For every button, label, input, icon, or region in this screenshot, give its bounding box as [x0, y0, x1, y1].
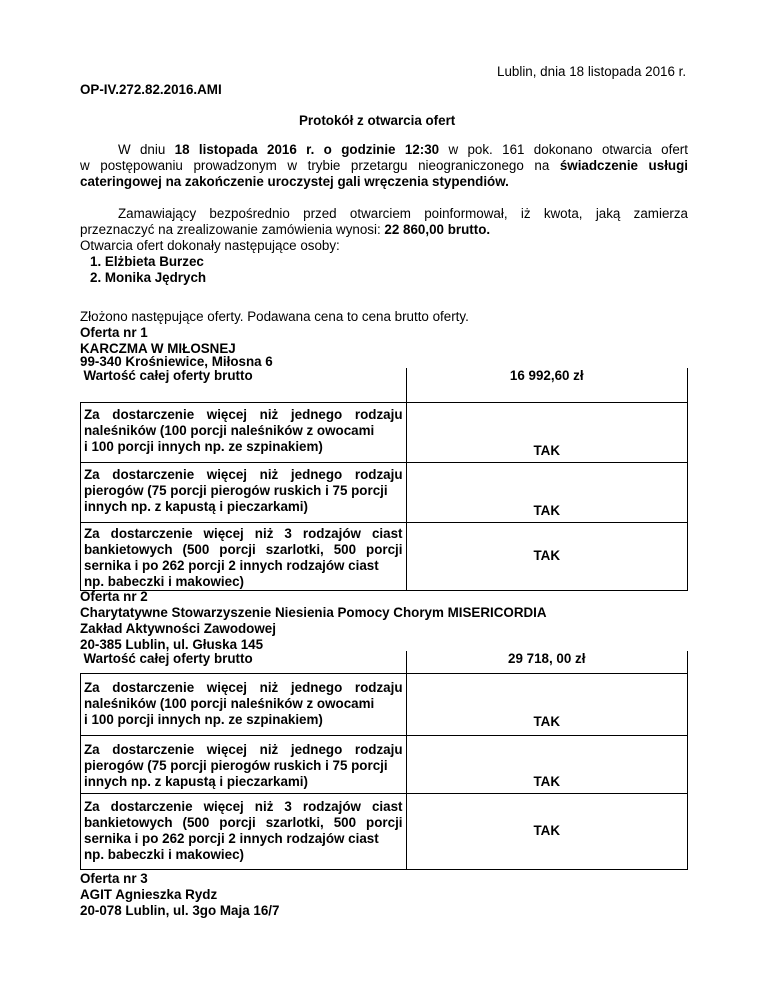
table-row — [81, 673, 688, 735]
place-date: Lublin, dnia 18 listopada 2016 r. — [497, 64, 687, 79]
criterion-label: Za dostarczenie więcej niż jednego rodzaju naleśników (100 porcji naleśników z owocami i 100 porcji innych np. ze szpinakiem) — [81, 673, 407, 735]
table-row — [81, 735, 688, 793]
criterion-value: TAK — [406, 735, 687, 793]
criterion-label: Za dostarczenie więcej niż jednego rodzaju pierogów (75 porcji pierogów ruskich i 75 porcji innych np. z kapustą i pieczarkami) — [81, 735, 407, 793]
total-label: Wartość całej oferty brutto — [81, 651, 407, 673]
opening-datetime: 18 listopada 2016 r. o godzinie 12:30 — [174, 142, 440, 157]
criterion-label: Za dostarczenie więcej niż 3 rodzajów ciast bankietowych (500 porcji szarlotki, 500 porcji sernika i po 262 porcji 2 innych rodzajów ciast np. babeczki i makowiec) — [81, 793, 407, 869]
budget-line-2: przeznaczyć na zrealizowanie zamówienia wynosi: 22 860,00 brutto. — [80, 222, 491, 237]
reference-number: OP-IV.272.82.2016.AMI — [80, 82, 222, 97]
person-1: 1. Elżbieta Burzec — [90, 254, 204, 269]
offer-1-address: 99-340 Krośniewice, Miłosna 6 — [80, 354, 273, 369]
criterion-value: TAK — [406, 402, 688, 462]
criterion-value: TAK — [406, 522, 688, 590]
table-row — [81, 793, 688, 869]
offer-2-table — [80, 651, 688, 870]
table-row — [81, 368, 688, 402]
offer-1-table — [80, 368, 688, 591]
table-row — [81, 522, 688, 590]
intro-line-1: W dniu 18 listopada 2016 r. o godzinie 12:30 w pok. 161 dokonano otwarcia ofert — [118, 142, 688, 157]
offer-3-heading: Oferta nr 3 — [80, 871, 148, 886]
offer-3-address: 20-078 Lublin, ul. 3go Maja 16/7 — [80, 903, 280, 918]
document-title: Protokół z otwarcia ofert — [299, 113, 456, 128]
intro-line-2: w postępowaniu prowadzonym w trybie przetargu nieograniczonego na świadczenie usługi — [80, 158, 688, 173]
intro-line-3: cateringowej na zakończenie uroczystej gali wręczenia stypendiów. — [80, 174, 509, 189]
budget-amount: 22 860,00 brutto. — [384, 222, 491, 237]
offer-1-name: KARCZMA W MIŁOSNEJ — [80, 341, 236, 356]
offer-2-address: 20-385 Lublin, ul. Głuska 145 — [80, 637, 264, 652]
criterion-label: Za dostarczenie więcej niż jednego rodzaju naleśników (100 porcji naleśników z owocami i 100 porcji innych np. ze szpinakiem) — [81, 402, 407, 462]
table-row — [81, 402, 688, 462]
budget-line-1: Zamawiający bezpośrednio przed otwarciem poinformował, iż kwota, jaką zamierza — [118, 206, 688, 221]
table-row — [81, 462, 688, 522]
offer-3-name: AGIT Agnieszka Rydz — [80, 887, 218, 902]
total-value: 16 992,60 zł — [406, 368, 688, 402]
criterion-value: TAK — [406, 462, 688, 522]
criterion-value: TAK — [406, 793, 687, 869]
total-value: 29 718, 00 zł — [406, 651, 687, 673]
offer-2-name: Charytatywne Stowarzyszenie Niesienia Pomocy Chorym MISERICORDIA — [80, 605, 547, 620]
offer-2-heading: Oferta nr 2 — [80, 589, 148, 604]
total-label: Wartość całej oferty brutto — [81, 368, 407, 402]
criterion-label: Za dostarczenie więcej niż jednego rodzaju pierogów (75 porcji pierogów ruskich i 75 porcji innych np. z kapustą i pieczarkami) — [81, 462, 407, 522]
committee-intro: Otwarcia ofert dokonały następujące osoby: — [80, 238, 340, 253]
person-2: 2. Monika Jędrych — [90, 270, 207, 285]
criterion-label: Za dostarczenie więcej niż 3 rodzajów ciast bankietowych (500 porcji szarlotki, 500 porcji sernika i po 262 porcji 2 innych rodzajów ciast np. babeczki i makowiec) — [81, 522, 407, 590]
offer-2-department: Zakład Aktywności Zawodowej — [80, 621, 276, 636]
offer-1-heading: Oferta nr 1 — [80, 325, 148, 340]
table-row — [81, 651, 688, 673]
criterion-value: TAK — [406, 673, 687, 735]
offers-intro: Złożono następujące oferty. Podawana cena to cena brutto oferty. — [80, 309, 469, 324]
